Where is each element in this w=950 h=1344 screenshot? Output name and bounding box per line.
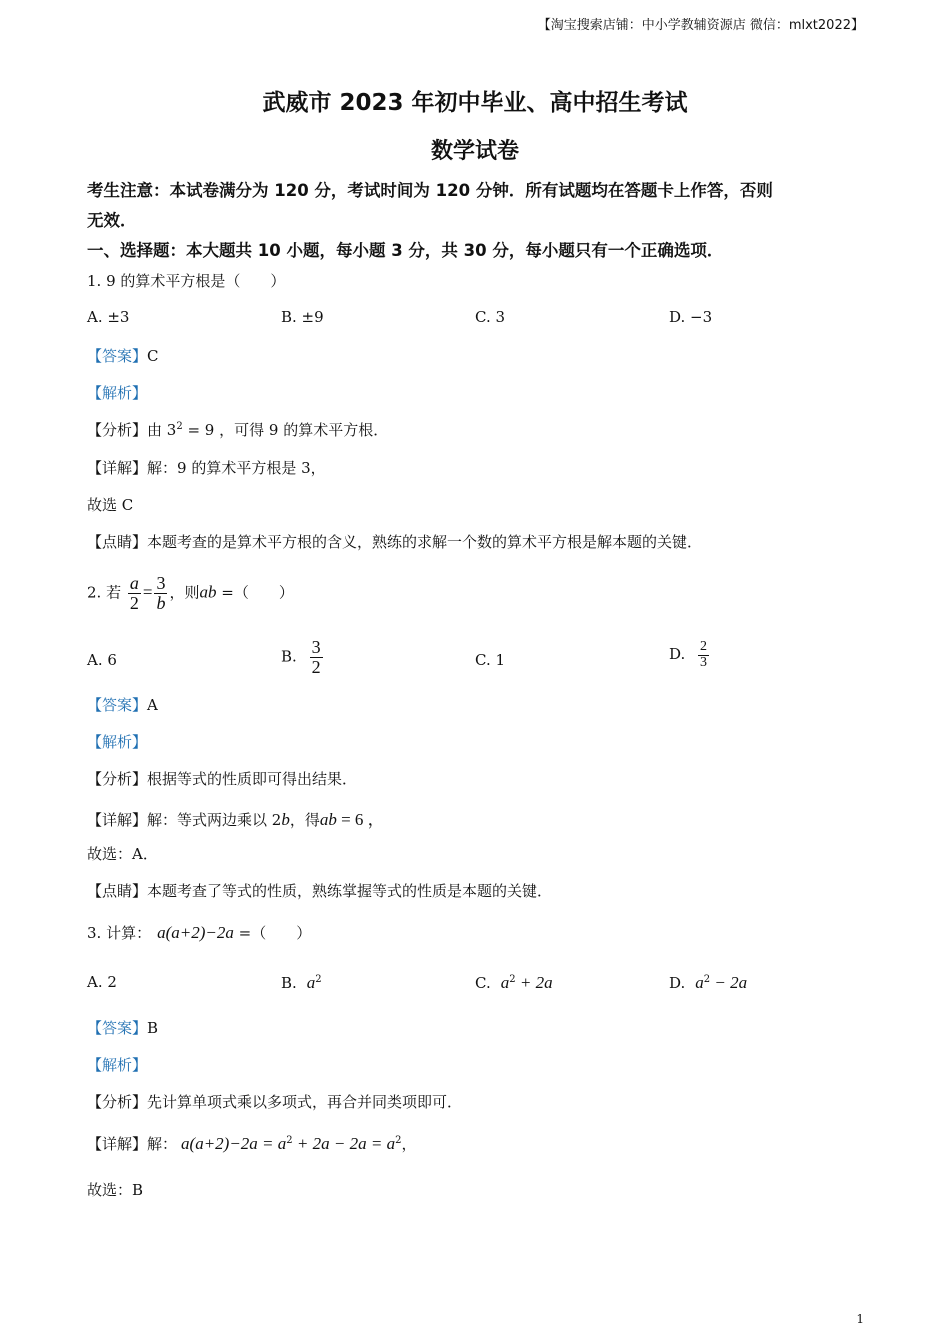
q2-stem: 2. 若 $\frac{a}{2}$ = $\frac{3}{b}$ ，则ab =（ ） bbox=[87, 573, 294, 613]
q1-fenxi: 【分析】由 $3^2 = 9$ ，可得 9 的算术平方根． bbox=[87, 421, 389, 439]
exam-subtitle: 数学试卷 bbox=[430, 139, 519, 164]
q3-conclusion: 故选：B bbox=[87, 1181, 144, 1199]
q3-stem: 3. 计算： a(a+2)−2a =（ ） bbox=[87, 923, 312, 942]
q3-option-d: D. $a^2 - 2a$ bbox=[669, 973, 748, 992]
q3-option-c: C. $a^2 + 2a$ bbox=[475, 973, 553, 992]
q1-comment: 【点睛】本题考查的是算术平方根的含义，熟练的求解一个数的算术平方根是解本题的关键． bbox=[87, 533, 703, 551]
q2-fraction-a-over-2: $\frac{a}{2}$ bbox=[129, 573, 139, 613]
detail-tag: 【详解】 bbox=[87, 459, 148, 477]
exam-title: 武威市 2023 年初中毕业、高中招生考试 bbox=[262, 90, 688, 116]
comment-tag: 【点睛】 bbox=[87, 533, 148, 551]
q3-detail: 【详解】解： $a(a+2)-2a = a^2 + 2a - 2a = a^2$， bbox=[87, 1134, 417, 1153]
q2-fraction-3-over-b: $\frac{3}{b}$ bbox=[156, 573, 166, 613]
header-note: 【淘宝搜索店铺：中小学教辅资源店 微信：mlxt2022】 bbox=[537, 18, 864, 33]
q2-detail: 【详解】解：等式两边乘以 2b，得ab = 6 ， bbox=[87, 810, 385, 829]
section-heading: 一、选择题：本大题共 10 小题，每小题 3 分，共 30 分，每小题只有一个正确选项． bbox=[87, 241, 724, 260]
q1-option-d: D. −3 bbox=[669, 308, 713, 326]
q2-comment: 【点睛】本题考查了等式的性质，熟练掌握等式的性质是本题的关键． bbox=[87, 882, 553, 900]
q3-fenxi: 【分析】先计算单项式乘以多项式，再合并同类项即可． bbox=[87, 1093, 463, 1111]
q1-detail: 【详解】解：9 的算术平方根是 3， bbox=[87, 459, 326, 477]
q1-option-c: C. 3 bbox=[475, 308, 506, 326]
q1-option-b: B. ±9 bbox=[281, 308, 324, 326]
answer-tag: 【答案】 bbox=[87, 347, 148, 365]
q2-option-d: D. $\frac{2}{3}$ bbox=[669, 639, 708, 670]
q3-analysis-tag: 【解析】 bbox=[87, 1056, 148, 1074]
q2-answer: 【答案】A bbox=[87, 696, 158, 714]
fenxi-tag: 【分析】 bbox=[87, 421, 148, 439]
q2-fenxi: 【分析】根据等式的性质即可得出结果． bbox=[87, 770, 358, 788]
page-number: 1 bbox=[856, 1312, 864, 1326]
q2-option-c: C. 1 bbox=[475, 651, 506, 669]
q3-option-b: B. $a^2$ bbox=[281, 973, 322, 992]
q2-option-a: A. 6 bbox=[87, 651, 117, 669]
notice-line-2: 无效． bbox=[87, 211, 137, 230]
q1-analysis-tag: 【解析】 bbox=[87, 384, 148, 402]
q3-option-a: A. 2 bbox=[87, 973, 117, 991]
q2-analysis-tag: 【解析】 bbox=[87, 733, 148, 751]
q2-conclusion: 故选：A． bbox=[87, 845, 158, 863]
q1-answer bbox=[87, 345, 159, 366]
q1-answer-value: C bbox=[147, 347, 159, 365]
q3-answer: 【答案】B bbox=[87, 1019, 159, 1037]
q1-conclusion: 故选 C bbox=[87, 496, 134, 514]
q1-option-a: A. ±3 bbox=[87, 308, 130, 326]
q2-option-b: B. $\frac{3}{2}$ bbox=[281, 637, 321, 677]
q1-stem: 1. 9 的算术平方根是（ ） bbox=[87, 272, 286, 290]
notice-line-1: 考生注意：本试卷满分为 120 分，考试时间为 120 分钟．所有试题均在答题卡上作答，否则 bbox=[87, 181, 773, 200]
